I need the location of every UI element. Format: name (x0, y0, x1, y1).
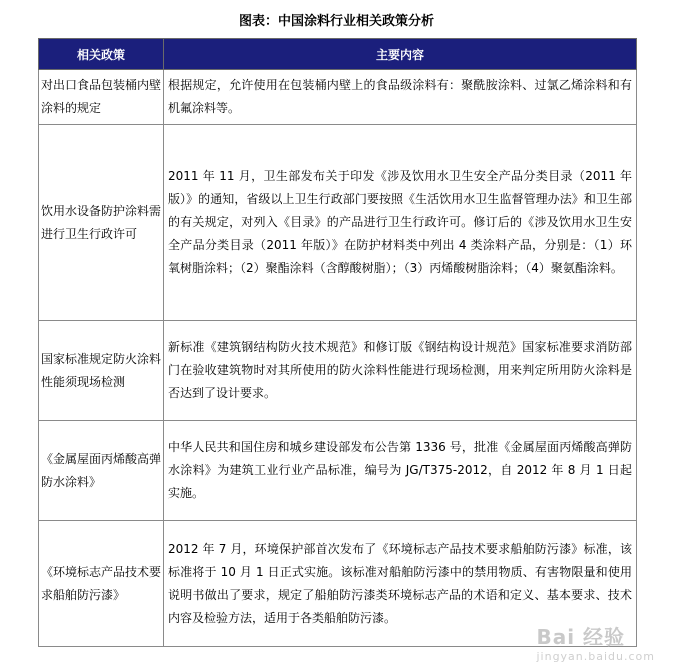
content-cell: 中华人民共和国住房和城乡建设部发布公告第 1336 号，批准《金属屋面丙烯酸高弹防水涂料》为建筑工业行业产品标准，编号为 JG/T375-2012，自 2012 年 8 月 1 日起实施。 (164, 421, 637, 521)
content-cell: 2012 年 7 月，环境保护部首次发布了《环境标志产品技术要求船舶防污漆》标准，该标准将于 10 月 1 日正式实施。该标准对船舶防污漆中的禁用物质、有害物限量和使用说明书做出了要求，规定了船舶防污漆类环境标志产品的术语和定义、基本要求、技术内容及检验方法，适用于各类船舶防污漆。 (164, 521, 637, 647)
header-content: 主要内容 (164, 39, 637, 70)
content-cell: 根据规定，允许使用在包装桶内壁上的食品级涂料有：聚酰胺涂料、过氯乙烯涂料和有机氟涂料等。 (164, 70, 637, 125)
policy-cell: 《环境标志产品技术要求船舶防污漆》 (39, 521, 164, 647)
table-row (39, 125, 637, 321)
policy-cell: 饮用水设备防护涂料需进行卫生行政许可 (39, 125, 164, 321)
table-row (39, 321, 637, 421)
policy-cell: 《金属屋面丙烯酸高弹防水涂料》 (39, 421, 164, 521)
table-row (39, 70, 637, 125)
policy-cell: 国家标准规定防火涂料性能须现场检测 (39, 321, 164, 421)
content-cell: 2011 年 11 月，卫生部发布关于印发《涉及饮用水卫生安全产品分类目录（2011 年版）》的通知，省级以上卫生行政部门要按照《生活饮用水卫生监督管理办法》和卫生部的有关规定，对列入《目录》的产品进行卫生行政许可。修订后的《涉及饮用水卫生安全产品分类目录（2011 年版）》在防护材料类中列出 4 类涂料产品，分别是：（1）环氧树脂涂料；（2）聚酯涂料（含醇酸树脂）；（3）丙烯酸树脂涂料；（4）聚氨酯涂料。 (164, 125, 637, 321)
content-cell: 新标准《建筑钢结构防火技术规范》和修订版《钢结构设计规范》国家标准要求消防部门在验收建筑物时对其所使用的防火涂料性能进行现场检测，用来判定所用防火涂料是否达到了设计要求。 (164, 321, 637, 421)
watermark-sub: jingyan.baidu.com (536, 650, 655, 663)
watermark-main: Bai 经验 (536, 625, 626, 649)
page-title: 图表：中国涂料行业相关政策分析 (238, 14, 434, 29)
table-row (39, 421, 637, 521)
header-policy: 相关政策 (39, 39, 164, 70)
table-header-row (39, 39, 637, 70)
policy-table (38, 38, 637, 647)
baidu-watermark (536, 621, 655, 663)
policy-cell: 对出口食品包装桶内壁涂料的规定 (39, 70, 164, 125)
